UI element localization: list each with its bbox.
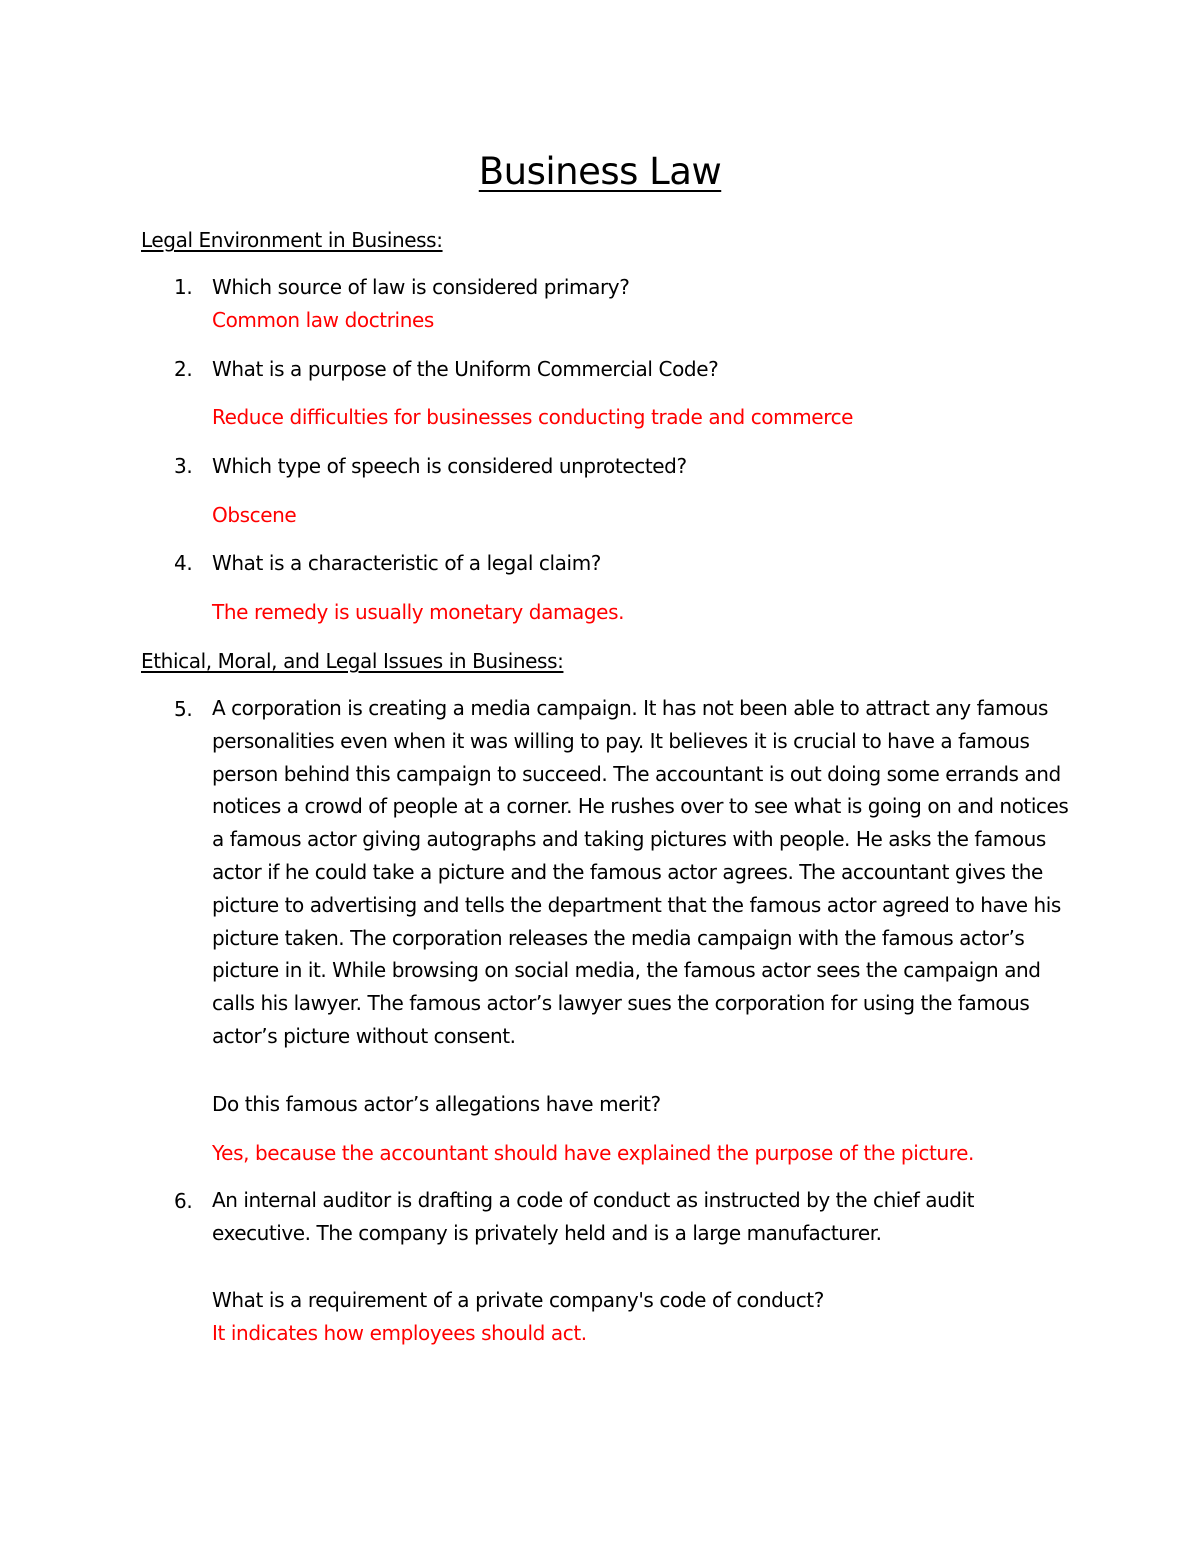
scenario-text: An internal auditor is drafting a code of conduct as instructed by the chief audit executive. The company is privately held and is a large manufacturer.	[212, 1188, 975, 1245]
section-heading-legal-environment: Legal Environment in Business:	[141, 228, 443, 252]
section-heading-ethical-issues: Ethical, Moral, and Legal Issues in Business:	[141, 649, 564, 673]
question-text: What is a characteristic of a legal claim?	[212, 551, 601, 575]
scenario-text: A corporation is creating a media campaign. It has not been able to attract any famous personalities even when it was willing to pay. It believes it is crucial to have a famous person behind this campaign to succeed. The accountant is out doing some errands and notices a crowd of people at a corner. He rushes over to see what is going on and notices a famous actor giving autographs and taking pictures with people. He asks the famous actor if he could take a picture and the famous actor agrees. The accountant gives the picture to advertising and tells the department that the famous actor agreed to have his picture taken. The corporation releases the media campaign with the famous actor’s picture in it. While browsing on social media, the famous actor sees the campaign and calls his lawyer. The famous actor’s lawyer sues the corporation for using the famous actor’s picture without consent.	[212, 696, 1069, 1048]
question-text: Do this famous actor’s allegations have merit?	[212, 1092, 661, 1116]
question-number: 6.	[174, 1189, 193, 1213]
question-text: What is a purpose of the Uniform Commercial Code?	[212, 357, 719, 381]
question-number: 1.	[174, 275, 193, 299]
answer-text: Common law doctrines	[212, 308, 434, 332]
question-text: Which type of speech is considered unprotected?	[212, 454, 687, 478]
question-number: 3.	[174, 454, 193, 478]
answer-text: Yes, because the accountant should have explained the purpose of the picture.	[212, 1141, 974, 1165]
question-text: Which source of law is considered primary?	[212, 275, 630, 299]
question-number: 4.	[174, 551, 193, 575]
question-number: 2.	[174, 357, 193, 381]
question-number: 5.	[174, 697, 193, 721]
answer-text: Obscene	[212, 503, 297, 527]
answer-text: The remedy is usually monetary damages.	[212, 600, 625, 624]
answer-text: It indicates how employees should act.	[212, 1321, 587, 1345]
document-title: Business Law	[478, 150, 722, 193]
question-text: What is a requirement of a private company's code of conduct?	[212, 1288, 824, 1312]
answer-text: Reduce difficulties for businesses conducting trade and commerce	[212, 405, 854, 429]
